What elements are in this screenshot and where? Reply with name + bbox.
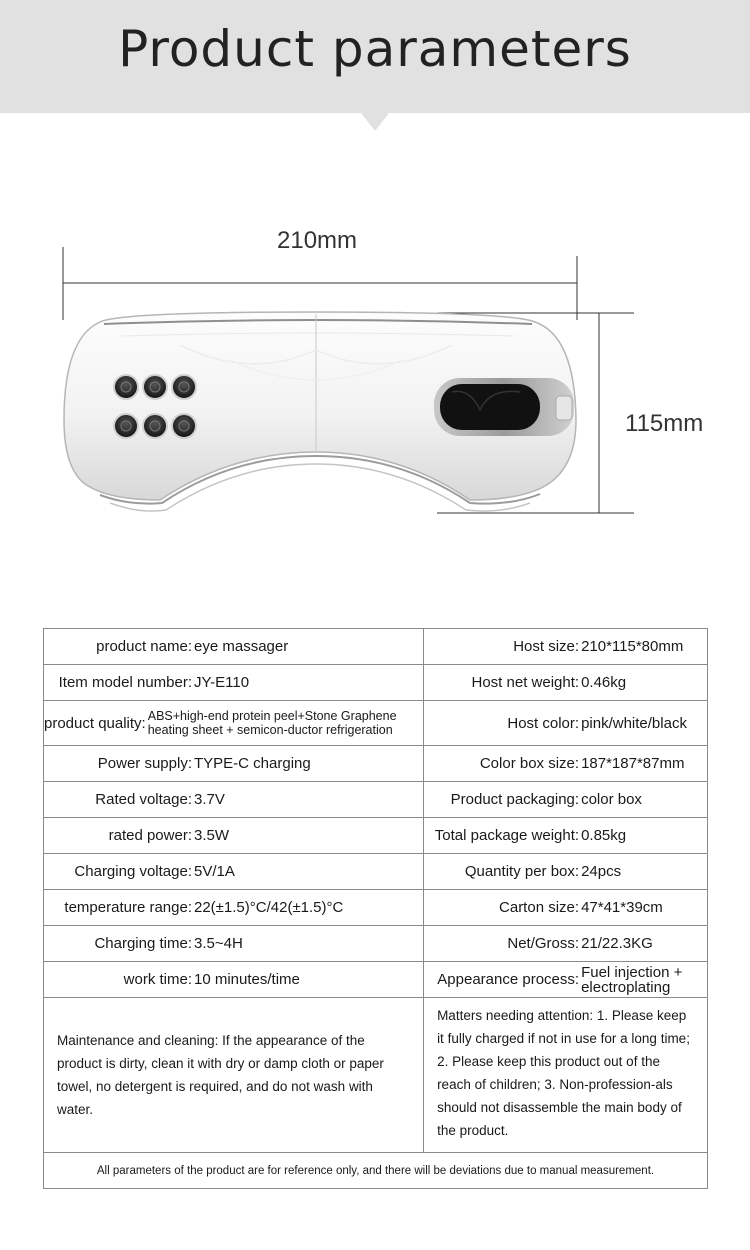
- param-value: 3.5W: [194, 827, 230, 844]
- table-row: [44, 782, 708, 818]
- param-value: color box: [581, 791, 642, 808]
- param-label: Quantity per box:: [464, 863, 580, 880]
- table-row: [44, 746, 708, 782]
- left-param-cell: [44, 746, 424, 782]
- param-label: Appearance process:: [437, 971, 580, 988]
- right-param-cell: [424, 782, 708, 818]
- right-param-cell: [424, 665, 708, 701]
- width-dimension-label: 210mm: [277, 227, 358, 254]
- param-label: rated power:: [108, 827, 192, 844]
- param-value: TYPE-C charging: [194, 755, 311, 772]
- param-label: Power supply:: [97, 755, 192, 772]
- param-value: 0.46kg: [581, 674, 627, 691]
- attention-cell: [424, 998, 708, 1153]
- param-label: Charging time:: [94, 935, 192, 952]
- display-panel: [434, 378, 574, 436]
- width-dimension-line: [63, 247, 577, 320]
- maintenance-cell: [44, 998, 424, 1153]
- param-label: Item model number:: [58, 674, 192, 691]
- table-row: [44, 890, 708, 926]
- parameters-table: [43, 628, 708, 1189]
- right-param-cell: [424, 890, 708, 926]
- param-label: product name:: [96, 638, 192, 655]
- param-label: Host net weight:: [471, 674, 580, 691]
- param-label: work time:: [123, 971, 192, 988]
- param-value: 3.7V: [194, 791, 225, 808]
- table-row: [44, 629, 708, 665]
- left-param-cell: [44, 890, 424, 926]
- left-param-cell: [44, 818, 424, 854]
- table-row: [44, 854, 708, 890]
- notes-row: [44, 998, 708, 1153]
- param-value: eye massager: [194, 638, 289, 655]
- param-label: Rated voltage:: [95, 791, 192, 808]
- left-param-cell: [44, 926, 424, 962]
- param-label: Color box size:: [479, 755, 580, 772]
- left-param-cell: [44, 854, 424, 890]
- right-param-cell: [424, 701, 708, 746]
- left-param-cell: [44, 629, 424, 665]
- right-param-cell: [424, 854, 708, 890]
- table-row: [44, 926, 708, 962]
- right-param-cell: [424, 926, 708, 962]
- footer-row: [44, 1153, 708, 1189]
- param-value: JY-E110: [194, 674, 250, 691]
- height-dimension-label: 115mm: [625, 410, 704, 437]
- param-value: 0.85kg: [581, 827, 627, 844]
- maintenance-note: Maintenance and cleaning: If the appearance of the product is dirty, clean it with dry or damp cloth or paper towel, no detergent is required, and do not wash with water.: [57, 1033, 384, 1117]
- table-row: [44, 962, 708, 998]
- left-param-cell: [44, 962, 424, 998]
- param-value: 24pcs: [581, 863, 622, 880]
- param-value: 187*187*87mm: [581, 755, 685, 772]
- left-param-cell: [44, 665, 424, 701]
- left-param-cell: [44, 701, 424, 746]
- eye-massager-illustration: [0, 0, 750, 560]
- param-value: 21/22.3KG: [581, 935, 653, 952]
- table-row: [44, 818, 708, 854]
- param-value: Fuel injection + electroplating: [581, 963, 683, 996]
- right-param-cell: [424, 746, 708, 782]
- param-value: 3.5~4H: [194, 935, 243, 952]
- param-label: Product packaging:: [450, 791, 580, 808]
- param-label: Total package weight:: [434, 827, 580, 844]
- param-label: Host size:: [513, 638, 580, 655]
- attention-note: Matters needing attention: 1. Please keep it fully charged if not in use for a long time; 2. Please keep this product out of the reach of children; 3. Non-profession-als should not disassemble the main body of the product.: [437, 1008, 690, 1138]
- right-param-cell: [424, 818, 708, 854]
- param-label: Net/Gross:: [507, 935, 580, 952]
- footer-disclaimer: All parameters of the product are for reference only, and there will be deviations due to manual measurement.: [44, 1153, 708, 1189]
- table-row: [44, 665, 708, 701]
- page-title: Product parameters: [118, 20, 632, 78]
- param-value: 10 minutes/time: [194, 971, 300, 988]
- param-value: 47*41*39cm: [581, 899, 663, 916]
- right-param-cell: [424, 962, 708, 998]
- left-param-cell: [44, 782, 424, 818]
- param-label: temperature range:: [64, 899, 192, 916]
- param-value: 210*115*80mm: [581, 638, 684, 655]
- table-row: [44, 701, 708, 746]
- param-label: Charging voltage:: [74, 863, 192, 880]
- param-value: ABS+high-end protein peel+Stone Graphene heating sheet + semicon-ductor refrigeration: [147, 709, 397, 737]
- param-value: 22(±1.5)°C/42(±1.5)°C: [194, 899, 344, 916]
- param-value: pink/white/black: [581, 714, 687, 732]
- param-label: Host color:: [507, 714, 580, 732]
- right-param-cell: [424, 629, 708, 665]
- param-label: product quality:: [44, 714, 146, 732]
- param-label: Carton size:: [499, 899, 580, 916]
- param-value: 5V/1A: [194, 863, 235, 880]
